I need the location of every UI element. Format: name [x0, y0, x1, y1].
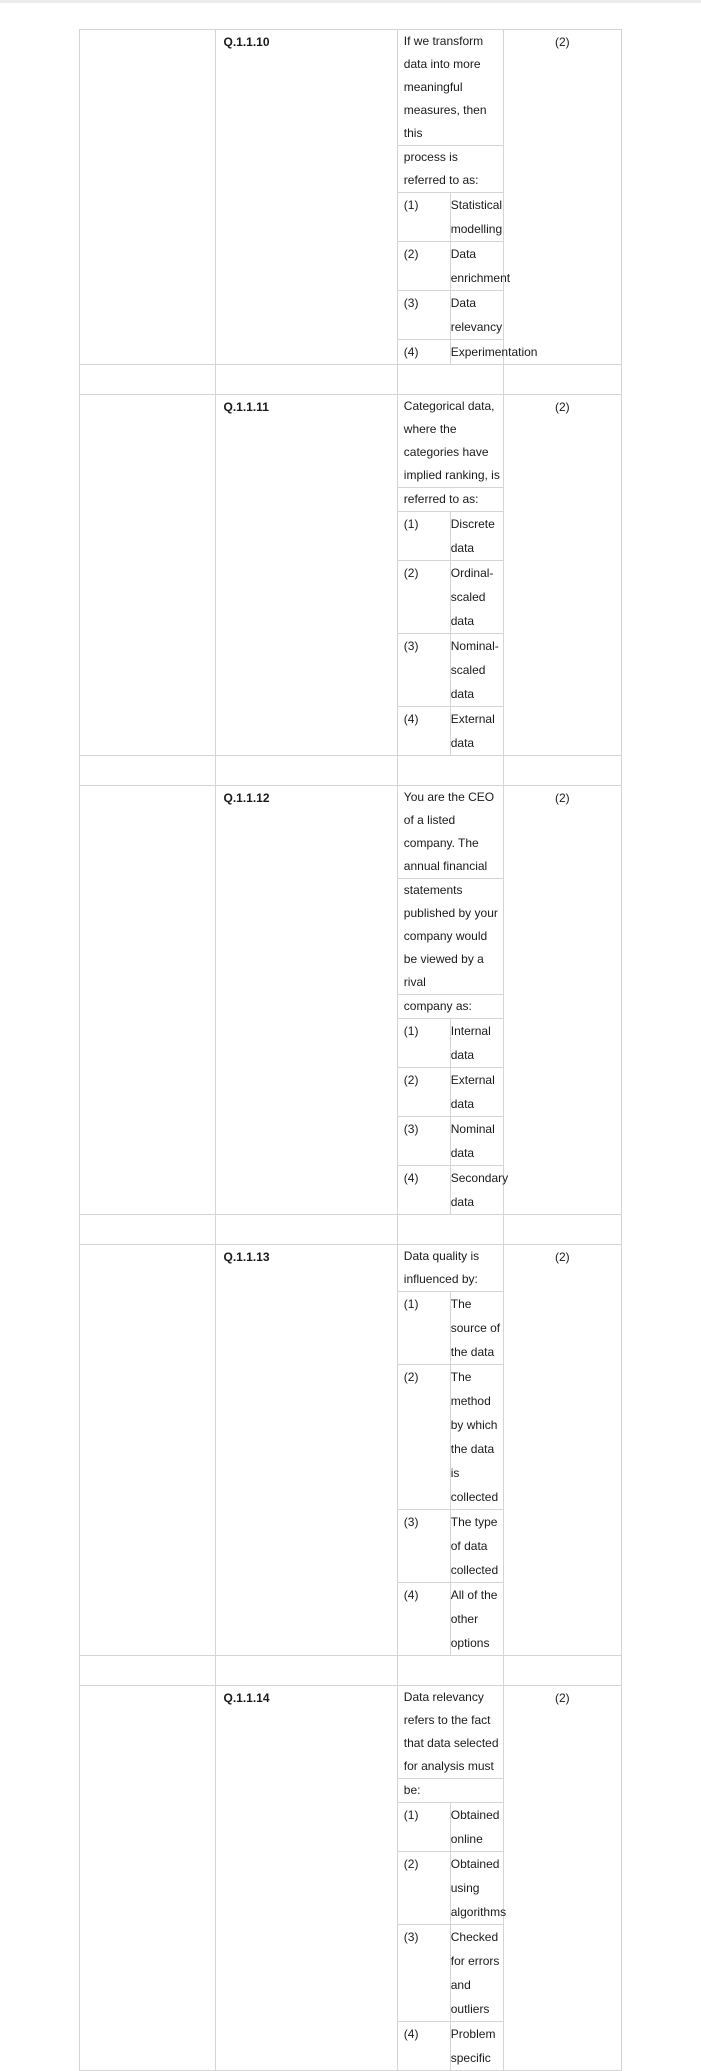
question-stem-text: Data quality is influenced by:	[397, 1245, 503, 1292]
spacer-cell	[215, 756, 397, 786]
question-stem-row	[80, 1686, 622, 1779]
option-text: Data enrichment	[450, 242, 503, 291]
option-text: Nominal-scaled data	[450, 634, 503, 707]
question-number: Q.1.1.12	[215, 786, 397, 1215]
option-number: (3)	[397, 1510, 450, 1583]
spacer-cell	[397, 1215, 503, 1245]
option-number: (3)	[397, 634, 450, 707]
question-stem-text: company as:	[397, 995, 503, 1019]
option-number: (1)	[397, 512, 450, 561]
option-text: Discrete data	[450, 512, 503, 561]
question-stem-text: statements published by your company would be viewed by a rival	[397, 879, 503, 995]
questions-table	[79, 29, 622, 2071]
question-number: Q.1.1.14	[215, 1686, 397, 2071]
blank-cell	[80, 1245, 216, 1656]
question-stem-text: You are the CEO of a listed company. The annual financial	[397, 786, 503, 879]
option-text: Experimentation	[450, 340, 503, 365]
option-text: Nominal data	[450, 1117, 503, 1166]
spacer-row	[80, 1215, 622, 1245]
spacer-cell	[80, 756, 216, 786]
option-number: (1)	[397, 1292, 450, 1365]
question-number: Q.1.1.10	[215, 30, 397, 365]
option-text: External data	[450, 1068, 503, 1117]
spacer-row	[80, 756, 622, 786]
spacer-cell	[397, 365, 503, 395]
option-text: All of the other options	[450, 1583, 503, 1656]
option-number: (3)	[397, 1117, 450, 1166]
option-number: (4)	[397, 2022, 450, 2071]
option-number: (4)	[397, 340, 450, 365]
spacer-cell	[80, 365, 216, 395]
spacer-cell	[80, 1215, 216, 1245]
option-number: (3)	[397, 1925, 450, 2022]
option-text: Data relevancy	[450, 291, 503, 340]
option-text: The source of the data	[450, 1292, 503, 1365]
question-stem-row	[80, 1245, 622, 1292]
spacer-cell	[80, 1656, 216, 1686]
option-number: (1)	[397, 193, 450, 242]
option-text: Problem specific	[450, 2022, 503, 2071]
option-text: Statistical modelling	[450, 193, 503, 242]
option-text: The type of data collected	[450, 1510, 503, 1583]
option-number: (2)	[397, 561, 450, 634]
blank-cell	[80, 30, 216, 365]
question-marks: (2)	[503, 1686, 621, 2071]
option-number: (1)	[397, 1019, 450, 1068]
question-stem-text: process is referred to as:	[397, 146, 503, 193]
question-stem-text: Data relevancy refers to the fact that data selected for analysis must	[397, 1686, 503, 1779]
question-stem-text: referred to as:	[397, 488, 503, 512]
question-marks: (2)	[503, 395, 621, 756]
question-number: Q.1.1.13	[215, 1245, 397, 1656]
option-text: Obtained using algorithms	[450, 1852, 503, 1925]
option-number: (2)	[397, 1068, 450, 1117]
spacer-cell	[503, 756, 621, 786]
spacer-cell	[503, 365, 621, 395]
spacer-cell	[503, 1215, 621, 1245]
spacer-cell	[215, 1656, 397, 1686]
spacer-cell	[503, 1656, 621, 1686]
option-text: Secondary data	[450, 1166, 503, 1215]
question-stem-text: be:	[397, 1779, 503, 1803]
option-number: (3)	[397, 291, 450, 340]
option-number: (4)	[397, 1583, 450, 1656]
question-number: Q.1.1.11	[215, 395, 397, 756]
option-text: External data	[450, 707, 503, 756]
question-stem-text: If we transform data into more meaningful measures, then this	[397, 30, 503, 146]
question-stem-row	[80, 786, 622, 879]
blank-cell	[80, 395, 216, 756]
option-text: Checked for errors and outliers	[450, 1925, 503, 2022]
option-text: Obtained online	[450, 1803, 503, 1852]
option-text: The method by which the data is collected	[450, 1365, 503, 1510]
option-number: (2)	[397, 242, 450, 291]
spacer-row	[80, 1656, 622, 1686]
question-stem-row	[80, 395, 622, 488]
option-text: Internal data	[450, 1019, 503, 1068]
option-number: (4)	[397, 707, 450, 756]
spacer-cell	[397, 1656, 503, 1686]
question-marks: (2)	[503, 786, 621, 1215]
blank-cell	[80, 1686, 216, 2071]
option-number: (2)	[397, 1852, 450, 1925]
option-number: (4)	[397, 1166, 450, 1215]
option-number: (2)	[397, 1365, 450, 1510]
question-marks: (2)	[503, 30, 621, 365]
question-marks: (2)	[503, 1245, 621, 1656]
option-text: Ordinal-scaled data	[450, 561, 503, 634]
spacer-row	[80, 365, 622, 395]
page-top-border	[0, 0, 701, 3]
blank-cell	[80, 786, 216, 1215]
spacer-cell	[215, 365, 397, 395]
spacer-cell	[215, 1215, 397, 1245]
question-stem-row	[80, 30, 622, 146]
spacer-cell	[397, 756, 503, 786]
question-stem-text: Categorical data, where the categories have implied ranking, is	[397, 395, 503, 488]
option-number: (1)	[397, 1803, 450, 1852]
